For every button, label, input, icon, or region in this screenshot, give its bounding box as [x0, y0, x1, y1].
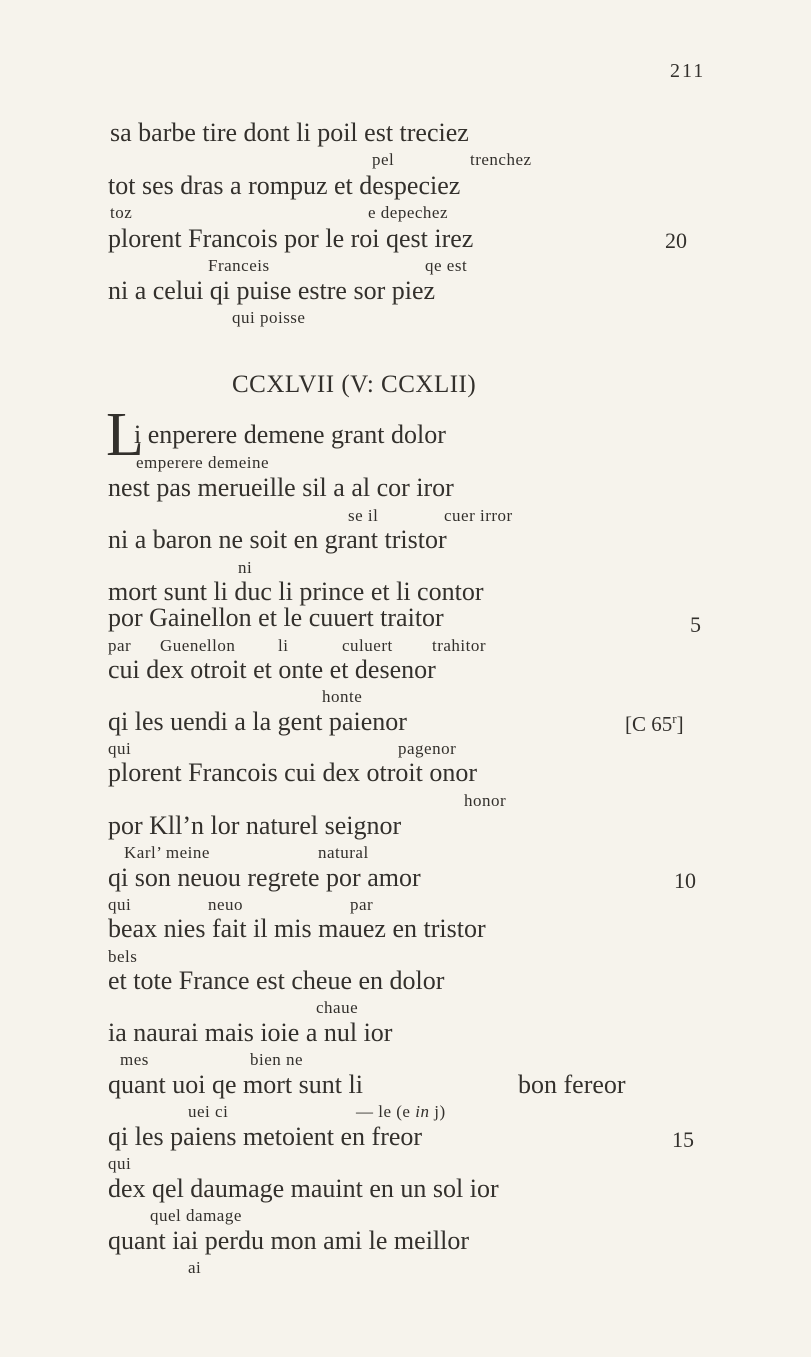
variant-reading: cuer irror: [444, 506, 513, 525]
variant-reading: bien ne: [250, 1050, 304, 1069]
verse-line: dex qel daumage mauint en un sol ior: [108, 1174, 499, 1203]
variant-reading: bels: [108, 947, 138, 966]
variant-reading: Karl’ meine: [124, 843, 210, 862]
variant-reading: trahitor: [432, 636, 487, 655]
variant-reading: natural: [318, 843, 369, 862]
page-number: 211: [670, 60, 706, 82]
folio-reference: [C 65$^r$]: [625, 711, 684, 736]
variant-reading: e depechez: [368, 203, 449, 222]
variant-reading: qui poisse: [232, 308, 306, 327]
variant-reading: chaue: [316, 998, 359, 1017]
verse-line: ni a baron ne soit en grant tristor: [108, 525, 447, 554]
verse-line: por Kll’n lor naturel seignor: [108, 811, 402, 840]
variant-reading: honor: [464, 791, 507, 810]
verse-line: qi son neuou regrete por amor: [108, 863, 421, 892]
variant-reading: qui: [108, 739, 132, 758]
verse-line: ni a celui qi puise estre sor piez: [108, 276, 436, 305]
variant-reading: par: [350, 895, 374, 914]
line-number: 20: [665, 228, 687, 253]
variant-reading: Guenellon: [160, 636, 236, 655]
verse-line: qi les paiens metoient en freor: [108, 1122, 423, 1151]
verse-line: plorent Francois cui dex otroit onor: [108, 758, 477, 787]
verse-line: nest pas merueille sil a al cor iror: [108, 473, 454, 502]
verse-line: quant iai perdu mon ami le meillor: [108, 1226, 470, 1255]
variant-reading: quel damage: [150, 1206, 242, 1225]
variant-reading: uei ci: [188, 1102, 229, 1121]
variant-reading: mes: [120, 1050, 149, 1069]
verse-line: plorent Francois por le roi qest irez: [108, 224, 474, 253]
variant-reading: ai: [188, 1258, 202, 1277]
verse-line: quant uoi qe mort sunt li: [108, 1070, 363, 1099]
verse-line: por Gainellon et le cuuert traitor: [108, 603, 444, 632]
variant-reading: qe est: [425, 256, 468, 275]
variant-reading: qui: [108, 1154, 132, 1173]
variant-reading: emperere demeine: [136, 453, 270, 472]
verse-line: qi les uendi a la gent paienor: [108, 707, 407, 736]
verse-line: sa barbe tire dont li poil est treciez: [110, 118, 469, 147]
verse-line: ia naurai mais ioie a nul ior: [108, 1018, 393, 1047]
variant-reading: qui: [108, 895, 132, 914]
verse-line: beax nies fait il mis mauez en tristor: [108, 914, 486, 943]
section-heading: CCXLVII (V: CCXLII): [232, 371, 477, 398]
variant-reading: pagenor: [398, 739, 457, 758]
line-number: 10: [674, 868, 696, 893]
verse-line: tot ses dras a rompuz et despeciez: [108, 171, 461, 200]
drop-cap: L: [106, 401, 144, 469]
line-number: 5: [690, 612, 701, 637]
variant-reading: trenchez: [470, 150, 532, 169]
line-number: 15: [672, 1127, 694, 1152]
verse-line: et tote France est cheue en dolor: [108, 966, 445, 995]
verse-line-continuation: bon fereor: [518, 1070, 626, 1099]
variant-reading: pel: [372, 150, 395, 169]
variant-reading: li: [278, 636, 289, 655]
variant-reading: toz: [110, 203, 133, 222]
variant-reading: Franceis: [208, 256, 270, 275]
verse-line: i enperere demene grant dolor: [134, 420, 446, 449]
variant-reading: culuert: [342, 636, 393, 655]
verse-line: mort sunt li duc li prince et li contor: [108, 577, 484, 606]
variant-reading: honte: [322, 687, 363, 706]
variant-reading: — le (e in j): [356, 1102, 446, 1121]
variant-reading: par: [108, 636, 132, 655]
variant-reading: ni: [238, 558, 253, 577]
variant-reading: neuo: [208, 895, 244, 914]
variant-reading: se il: [348, 506, 379, 525]
verse-line: cui dex otroit et onte et desenor: [108, 655, 436, 684]
